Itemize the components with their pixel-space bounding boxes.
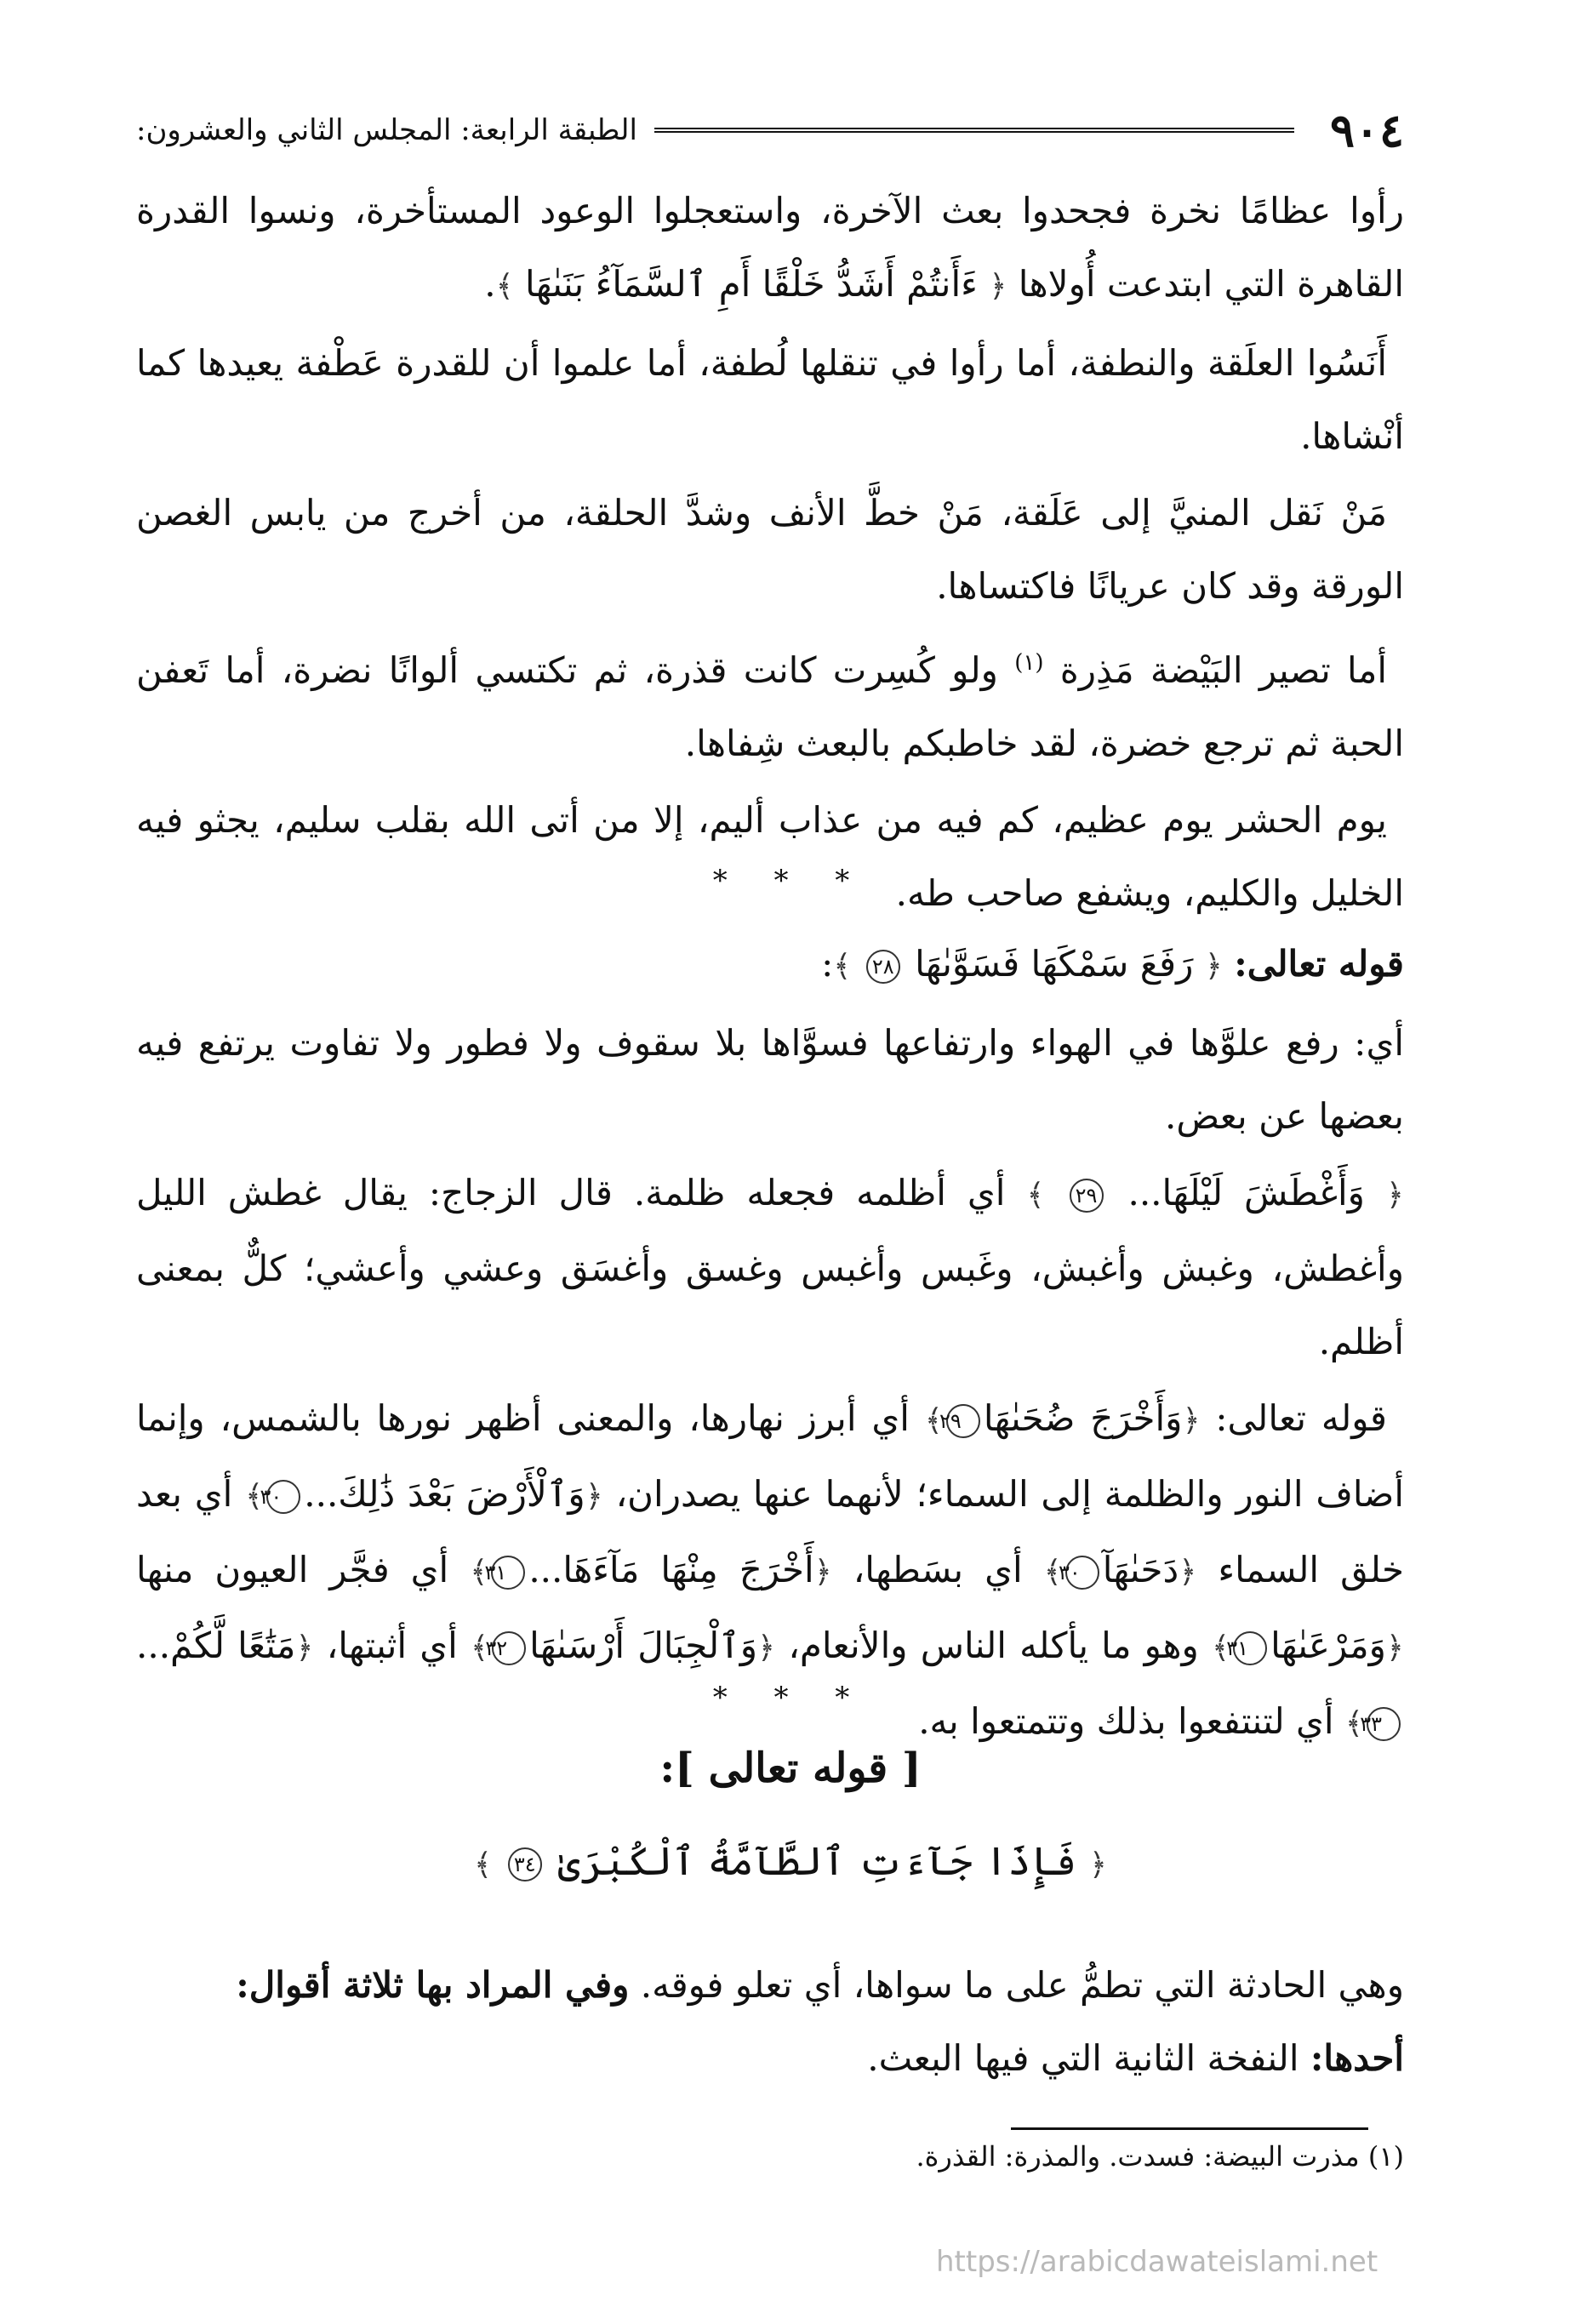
paragraph: رأوا عظامًا نخرة فجحدوا بعث الآخرة، واستعجلوا الوعود المستأخرة، ونسوا القدرة القاهرة التي ابتدعت أُولاها ﴿ ءَأَنتُمْ أَشَدُّ خَلْقًا أَمِ ٱلسَّمَآءُ بَنَىٰهَا ﴾. — [136, 190, 1404, 305]
paragraph: قوله تعالى: ﴿وَأَخْرَجَ ضُحَىٰهَا٢٩﴾ أي أبرز نهارها، والمعنى أظهر نورها بالشمس، وإنما أضاف النور والظلمة إلى السماء؛ لأنهما عنها يصدران، ﴿وَٱلْأَرْضَ بَعْدَ ذَٰلِكَ...٣٠﴾ أي بعد خلق السماء ﴿دَحَىٰهَآ٣٠﴾ أي بسَطها، ﴿أَخْرَجَ مِنْهَا مَآءَهَا...٣١﴾ أي فجَّر العيون منها ﴿وَمَرْعَىٰهَا٣١﴾ وهو ما يأكله الناس والأنعام، ﴿وَٱلْجِبَالَ أَرْسَىٰهَا٣٢﴾ أي أثبتها، ﴿مَتَٰعًا لَّكُمْ...٣٣﴾ أي لتنتفعوا بذلك وتتمتعوا به. — [136, 1397, 1404, 1742]
header-rule — [654, 128, 1294, 133]
quran-verse: وَٱلْجِبَالَ أَرْسَىٰهَا — [529, 1625, 758, 1666]
quran-verse: مَتَٰعًا لَّكُمْ... — [136, 1625, 296, 1666]
paragraph: ﴿ وَأَغْطَشَ لَيْلَهَا... ٢٩ ﴾ أي أظلمه فجعله ظلمة. قال الزجاج: يقال غطش الليل وأغطش، وغبش وأغبش، وغَبس وأغبس وغسق وأغسَق وعشي وأعشي؛ كلٌّ بمعنى أظلم. — [136, 1172, 1405, 1362]
verse-number: ٣١ — [491, 1556, 525, 1590]
footnote-rule — [1011, 2127, 1368, 2130]
paragraph: أما تصير البَيْضة مَذِرة $^{(١)}$ ولو كُسِرت كانت قذرة، ثم تكتسي ألوانًا نضرة، أما تَعفن الحبة ثم ترجع خضرة، لقد خاطبكم بالبعث شِفاها. — [136, 649, 1404, 764]
verse-bracket-open: ﴿ — [989, 269, 1007, 304]
tafsir-text — [136, 928, 1404, 1764]
footnote-marker: (١) — [1014, 650, 1044, 676]
quran-verse: أَخْرَجَ مِنْهَا مَآءَهَا... — [528, 1549, 814, 1590]
quran-verse: وَمَرْعَىٰهَا — [1270, 1625, 1386, 1666]
body-text — [136, 174, 1404, 934]
verse-number: ٣٠ — [1065, 1556, 1099, 1590]
quran-verse: رَفَعَ سَمْكَهَا فَسَوَّىٰهَا — [915, 943, 1194, 985]
quran-verse: وَأَغْطَشَ لَيْلَهَا... — [1127, 1172, 1365, 1213]
verse-number: ٢٨ — [866, 950, 900, 984]
paragraph: أحدها: النفخة الثانية التي فيها البعث. — [867, 2037, 1404, 2079]
centered-verse: ﴿ فَإِذَا جَآءَتِ ٱلطَّآمَّةُ ٱلْكُبْرَىٰ ٣٤ ﴾ — [474, 1838, 1107, 1884]
verse-number: ٣٢ — [492, 1631, 526, 1665]
quran-verse: وَأَخْرَجَ ضُحَىٰهَا — [983, 1397, 1183, 1439]
quran-verse: فَإِذَا جَآءَتِ ٱلطَّآمَّةُ ٱلْكُبْرَىٰ — [557, 1838, 1077, 1884]
verse-number: ٣١ — [1233, 1631, 1267, 1665]
paragraph: أي: رفع علوَّها في الهواء وارتفاعها فسوَّاها بلا سقوف ولا فطور ولا تفاوت يرتفع فيه بعضها عن بعض. — [136, 1022, 1404, 1137]
verse-number: ٣٠ — [266, 1480, 300, 1514]
lower-text — [136, 1949, 1404, 2095]
watermark: https://arabicdawateislami.net — [936, 2245, 1378, 2279]
quran-verse: ءَأَنتُمْ أَشَدُّ خَلْقًا أَمِ ٱلسَّمَآءُ بَنَىٰهَا — [525, 263, 978, 305]
quran-verse: وَٱلْأَرْضَ بَعْدَ ذَٰلِكَ... — [304, 1473, 585, 1515]
paragraph: أَنَسُوا العلَقة والنطفة، أما رأوا في تنقلها لُطفة، أما علموا أن للقدرة عَطْفة يعيدها كما أنْشاها. — [136, 342, 1404, 457]
verse-bracket-close: ﴾ — [495, 269, 514, 304]
section-divider: * * * — [712, 1681, 869, 1715]
quran-verse: دَحَىٰهَآ — [1102, 1549, 1179, 1590]
running-header — [136, 100, 1404, 160]
footnote: (١) مذرت البيضة: فسدت. والمذرة: القذرة. — [916, 2140, 1404, 2173]
paragraph: مَنْ نَقل المنيَّ إلى عَلَقة، مَنْ خطَّ الأنف وشدَّ الحلقة، من أخرج من يابس الغصن الورقة وقد كان عريانًا فاكتساها. — [136, 492, 1404, 607]
verse-heading: قوله تعالى: ﴿ رَفَعَ سَمْكَهَا فَسَوَّىٰهَا ٢٨ ﴾: — [821, 943, 1404, 985]
verse-number: ٢٩ — [946, 1404, 980, 1438]
verse-number: ٢٩ — [1070, 1179, 1104, 1213]
paragraph: يوم الحشر يوم عظيم، كم فيه من عذاب أليم، إلا من أتى الله بقلب سليم، يجثو فيه الخليل والكليم، ويشفع صاحب طه. — [136, 799, 1404, 914]
header-title: الطبقة الرابعة: المجلس الثاني والعشرون: — [136, 113, 637, 147]
paragraph: وهي الحادثة التي تطمُّ على ما سواها، أي تعلو فوقه. وفي المراد بها ثلاثة أقوال: — [236, 1964, 1404, 2006]
page-number: ٩٠٤ — [1329, 103, 1404, 157]
section-title: [ قوله تعالى ]: — [659, 1744, 922, 1792]
verse-number: ٣٣ — [1367, 1707, 1401, 1741]
verse-number: ٣٤ — [508, 1847, 542, 1881]
section-divider: * * * — [712, 864, 869, 898]
